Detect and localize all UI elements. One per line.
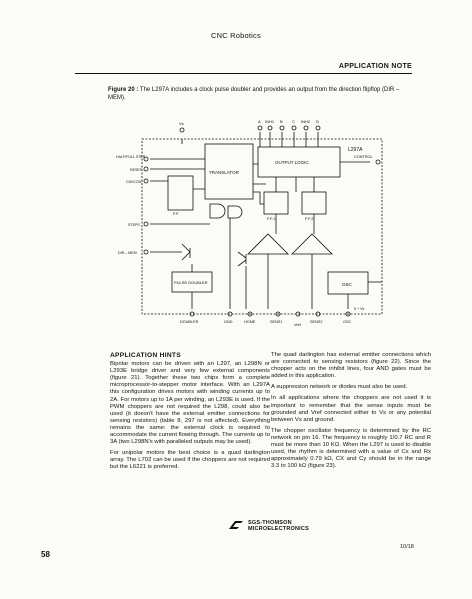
pin-label: D [316,119,319,124]
pulse-doubler-label: PULSE DOUBLER [174,280,208,285]
company-logo-text [248,520,309,532]
pin-label: C [292,119,295,124]
pin-label: RESET [130,168,142,172]
pin-label: 5 + Vs [354,307,365,311]
pin-label: SENS1 [270,320,283,324]
pin-label: CW/CCW [126,180,142,184]
logo-line-2: MICROELECTRONICS [248,526,309,532]
paragraph: A suppression network or diodes must also be used. [271,384,408,391]
output-logic-label: OUTPUT LOGIC [275,160,309,165]
pin-label: Vref [294,323,301,327]
pin-label: HOME [244,320,256,324]
ff-left-block [168,176,193,210]
running-title: CNC Robotics [211,31,261,40]
comparator-left [248,234,288,254]
paragraph: The quad darlington has external emitter connections which are connected to sensing resistors (figure 22). Since the chopper acts on the inhibit lines, four AND gates must be added in this application. [271,352,431,380]
block-diagram [70,114,400,334]
pin-label: Vs [179,121,184,126]
and-gate-1 [210,204,225,218]
st-logo-icon [227,519,245,531]
ff-left-label: F.F. [173,211,180,216]
paragraph: The chopper oscillator frequency is determined by the RC network on pin 16. The frequency is roughly 1/0.7 RC and R must be more than 10 KΩ. When the L297 is used to disable used, the rhythm is determined with a value of Cx and Rx approximately 0.79 kΩ, CX and Cy should be in the range 3.3 to 100 kΩ (figure 23). [271,427,431,470]
pin-label: INH2 [301,119,311,124]
reference-code: 10/18 [400,544,414,550]
section-label: APPLICATION NOTE [338,63,412,70]
logo-line-1: SGS-THOMSON [248,520,292,526]
pin-label: HALF/FULL STEP [116,155,146,159]
header-rule [75,73,412,74]
ff2-label: F.F.2 [305,216,314,221]
page-number: 58 [41,550,50,559]
pin-label: A [258,119,261,124]
pin-label: INH1 [265,119,275,124]
transistor-2 [238,252,246,266]
pin-label: DOUBLER [180,320,199,324]
and-gate-2 [228,206,242,218]
chip-outline [142,139,382,314]
comparator-right [292,234,332,254]
ff1-block [264,192,288,214]
left-column [110,352,270,476]
figure-caption-label: Figure 20 : [108,87,139,93]
pin-label: CONTROL [354,155,373,159]
figure-caption [108,87,418,102]
paragraph: For unipolar motors the best choice is a quad darlington array. The L702 can be used if the choppers are not required but the L6221 is preferred. [110,450,270,471]
right-column [271,352,431,474]
pin-label: SENS2 [310,320,323,324]
ff2-block [302,192,326,214]
figure-caption-text: The L297A includes a clock pulse doubler and provides an output from the direction flipflop (DIR – MEM). [108,87,400,101]
osc-label: OSC [342,282,352,287]
ff1-label: F.F.1 [267,216,276,221]
application-hints-heading: APPLICATION HINTS [110,352,181,359]
pin-label: B [280,119,283,124]
pin-label: DIR – MEM [118,251,137,255]
pin-label: GND [224,320,233,324]
transistor-1 [182,244,190,260]
pin-label: OSC [343,320,352,324]
chip-label: L297A [348,147,363,153]
paragraph: Bipolar motors can be driven with an L297, an L298N or L293E bridge driver and very few external components (figure 21). Together these two chips form a complete microprocessor-to-stepper motor interface. With an L297A this configuration drives motors with winding currents up to 2A. For motors up to 1A per winding, an L293E is used. If the PWM choppers are not required the L298, could also be used (it doesn't have the external emitter connections for sensing resistors) (table 8, 297 is not affected). Everything remains the same: the external clock is required to accommodate the current flowing through. The currents up to 3A (two L298N's with paralleled outputs may be used). [110,361,270,446]
translator-label: TRANSLATOR [209,170,239,175]
paragraph: In all applications where the choppers are not used it is important to remember that the sense inputs must be grounded and Vref connected either to Vs or any potential between Vs and ground. [271,395,431,423]
pin-label: STEPS [128,223,140,227]
